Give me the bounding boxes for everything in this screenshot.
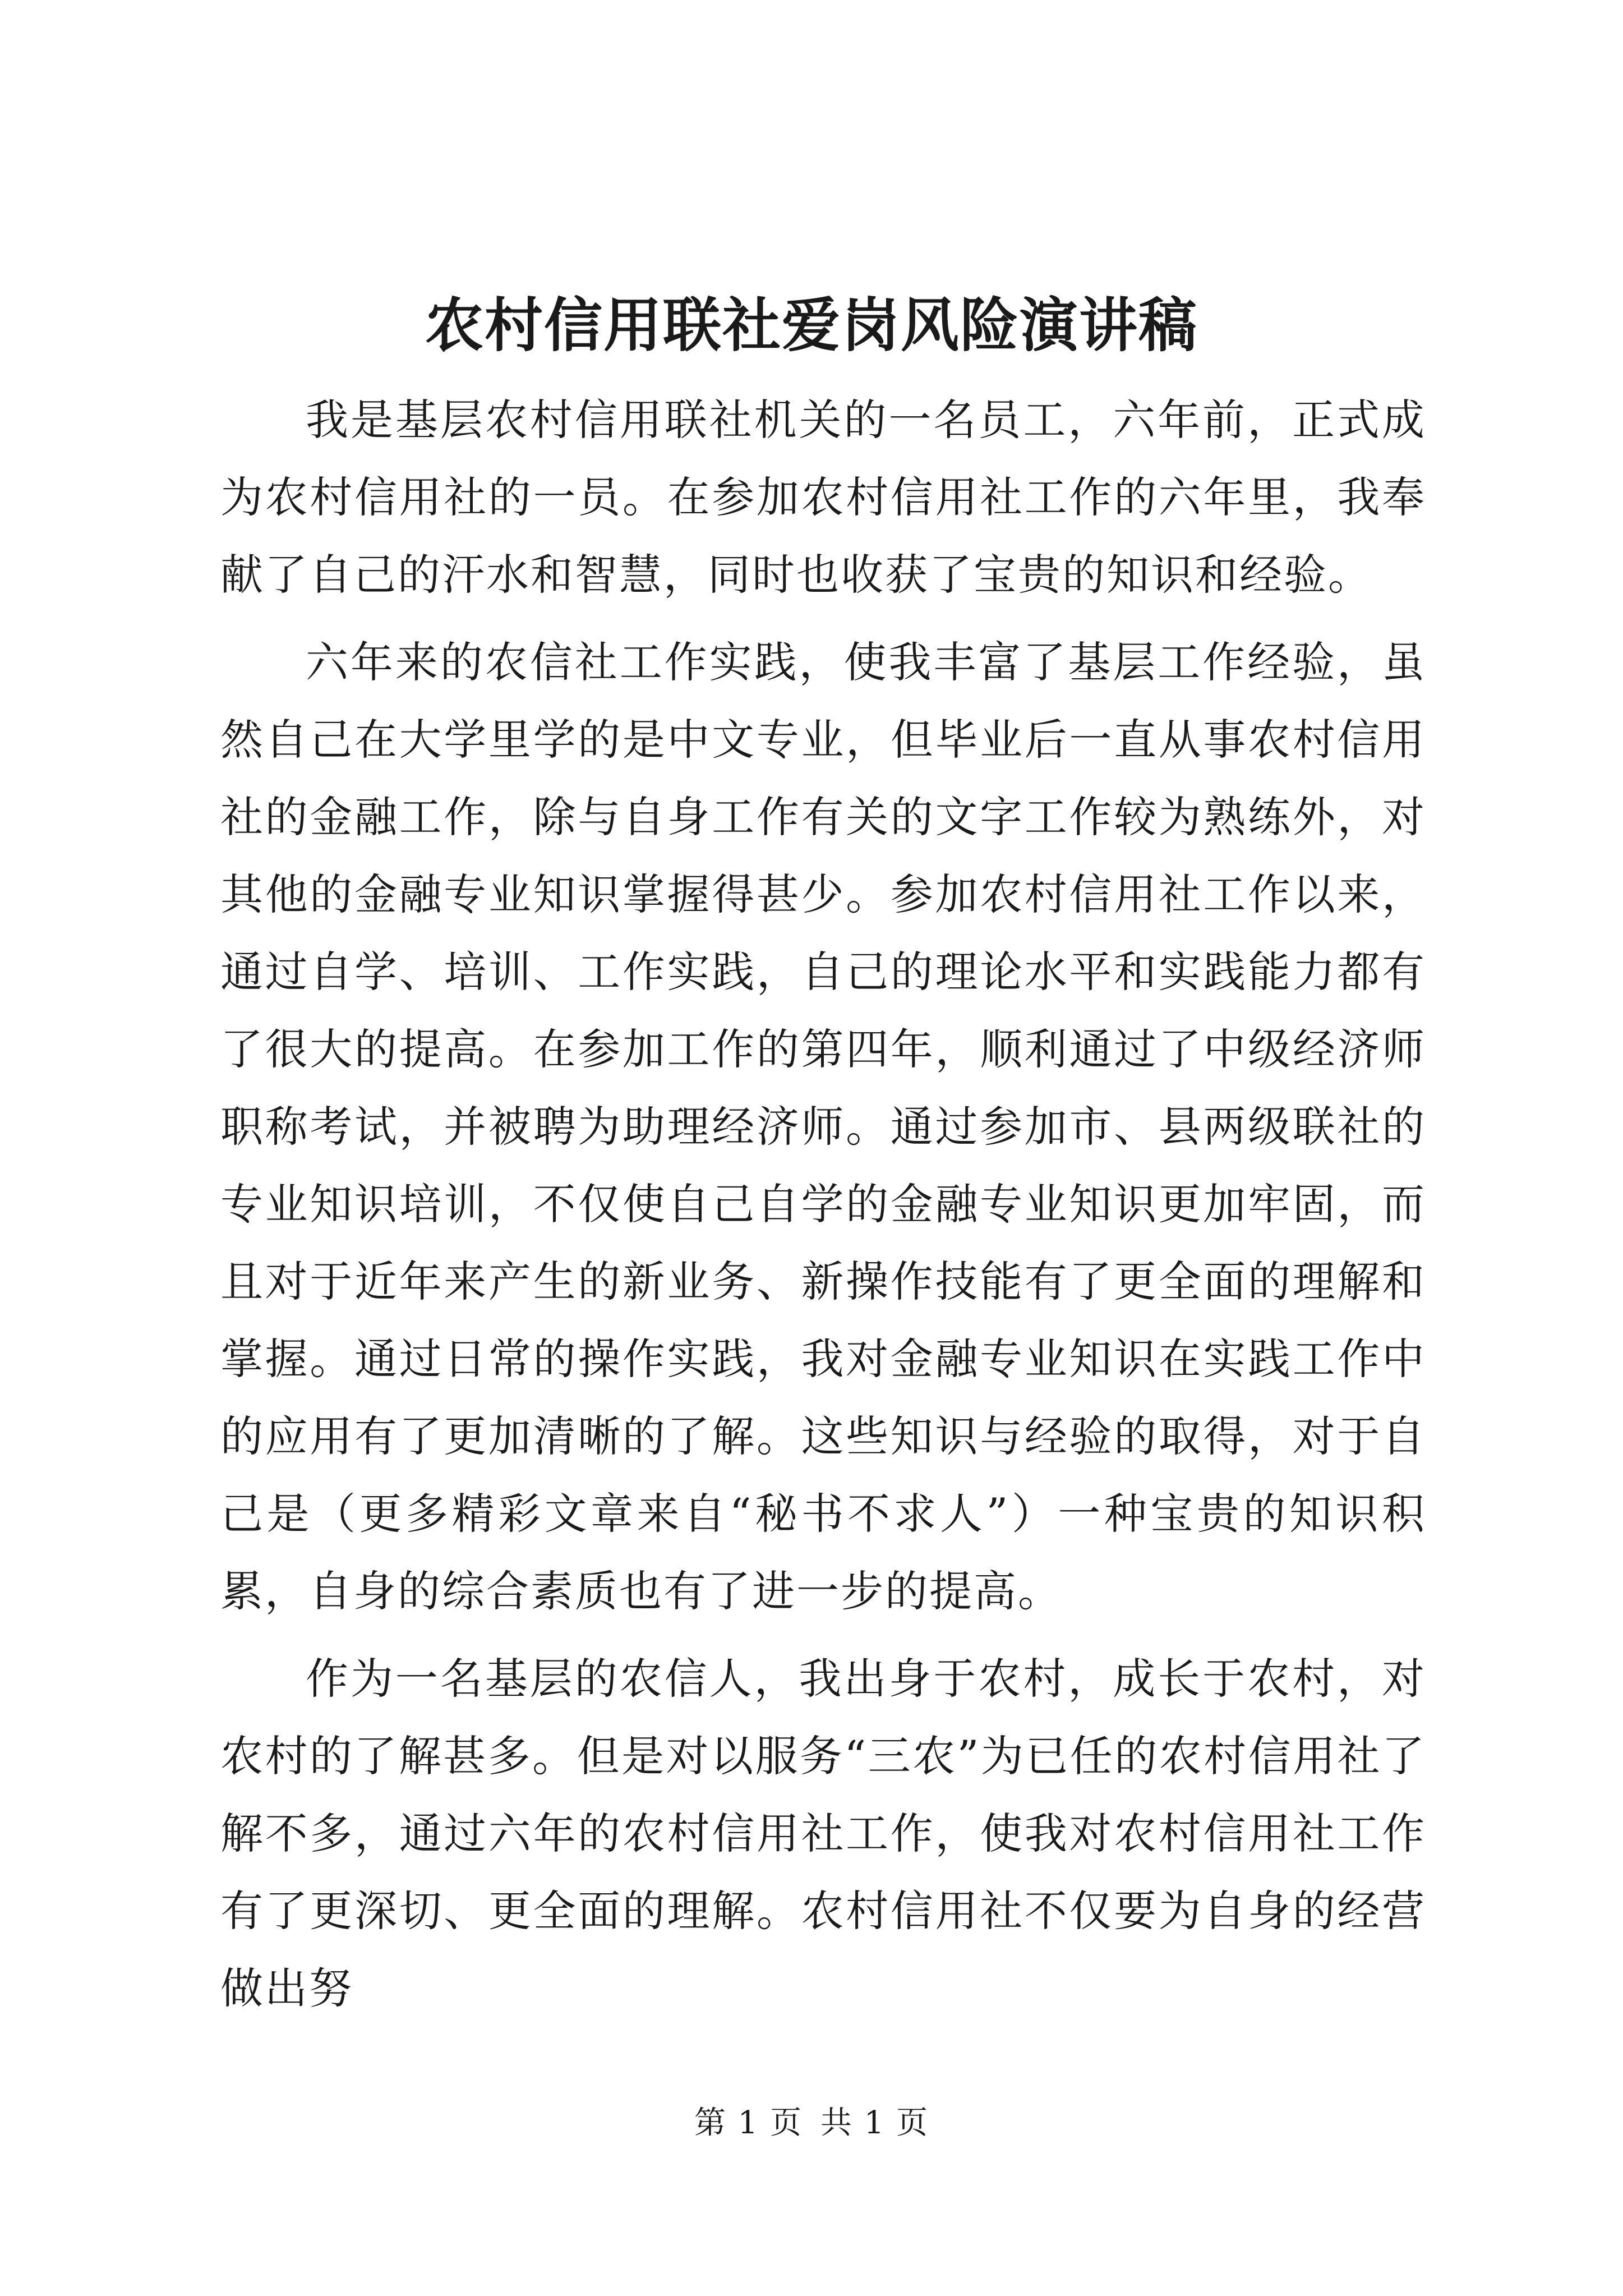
- page-total: 共 1 页: [820, 2105, 929, 2141]
- paragraph-3: 作为一名基层的农信人，我出身于农村，成长于农村，对农村的了解甚多。但是对以服务“三农”为已任的农村信用社了解不多，通过六年的农村信用社工作，使我对农村信用社工作有了更深切、更全面的理解。农村信用社不仅要为自身的经营做出努: [220, 1654, 1426, 2013]
- document-title: 农村信用联社爱岗风险演讲稿: [425, 291, 1198, 360]
- paragraph-2: 六年来的农信社工作实践，使我丰富了基层工作经验，虽然自己在大学里学的是中文专业，但毕业后一直从事农村信用社的金融工作，除与自身工作有关的文字工作较为熟练外，对其他的金融专业知识掌握得甚少。参加农村信用社工作以来，通过自学、培训、工作实践，自己的理论水平和实践能力都有了很大的提高。在参加工作的第四年，顺利通过了中级经济师职称考试，并被聘为助理经济师。通过参加市、县两级联社的专业知识培训，不仅使自己自学的金融专业知识更加牢固，而且对于近年来产生的新业务、新操作技能有了更全面的理解和掌握。通过日常的操作实践，我对金融专业知识在实践工作中的应用有了更加清晰的了解。这些知识与经验的取得，对于自己是（更多精彩文章来自“秘书不求人”）一种宝贵的知识积累，自身的综合素质也有了进一步的提高。: [220, 637, 1426, 1616]
- page-number: 第 1 页: [694, 2105, 803, 2141]
- paragraph-1: 我是基层农村信用联社机关的一名员工，六年前，正式成为农村信用社的一员。在参加农村信用社工作的六年里，我奉献了自己的汗水和智慧，同时也收获了宝贵的知识和经验。: [220, 395, 1426, 600]
- document-body: [220, 381, 1426, 2037]
- page-footer: [0, 2101, 1623, 2146]
